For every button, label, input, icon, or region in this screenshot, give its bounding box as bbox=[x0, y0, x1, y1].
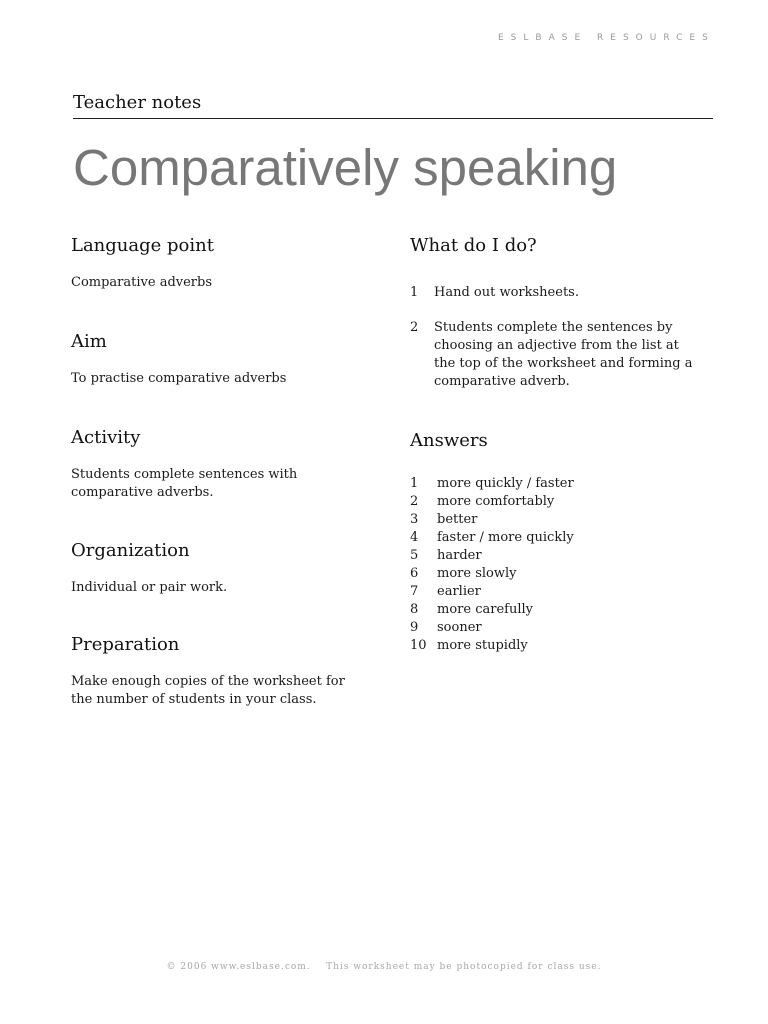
list-item bbox=[410, 493, 710, 511]
answer-number: 6 bbox=[410, 566, 419, 581]
section-answers bbox=[410, 427, 488, 455]
language-point-text: Comparative adverbs bbox=[71, 275, 213, 290]
section-what-do-i-do bbox=[410, 232, 710, 389]
list-item bbox=[410, 284, 710, 302]
step-number: 2 bbox=[410, 320, 419, 335]
answer-text: more stupidly bbox=[437, 638, 528, 653]
answer-number: 8 bbox=[410, 602, 419, 617]
activity-heading: Activity bbox=[71, 427, 141, 448]
section-activity bbox=[71, 424, 391, 537]
answer-text: more carefully bbox=[437, 602, 533, 617]
left-column bbox=[71, 232, 391, 723]
section-language-point bbox=[71, 232, 391, 328]
step-text: Students complete the sentences by choosing an adjective from the list at the top of the worksheet and forming a comparative adverb. bbox=[434, 320, 693, 389]
list-item bbox=[410, 637, 710, 655]
list-item bbox=[410, 583, 710, 601]
list-item bbox=[410, 319, 696, 391]
answer-text: more comfortably bbox=[437, 494, 555, 509]
answers-heading: Answers bbox=[410, 430, 488, 451]
answer-number: 2 bbox=[410, 494, 419, 509]
preparation-text: Make enough copies of the worksheet for the number of students in your class. bbox=[71, 674, 345, 707]
right-column bbox=[410, 232, 710, 653]
list-item bbox=[410, 565, 710, 583]
brand-header: ESLBASE RESOURCES bbox=[498, 33, 715, 43]
answers-list bbox=[410, 475, 710, 655]
aim-heading: Aim bbox=[71, 331, 107, 352]
answer-number: 7 bbox=[410, 584, 419, 599]
step-text: Hand out worksheets. bbox=[434, 285, 579, 300]
what-do-i-do-heading: What do I do? bbox=[410, 235, 537, 256]
section-organization bbox=[71, 537, 391, 631]
answer-text: faster / more quickly bbox=[437, 530, 574, 545]
step-number: 1 bbox=[410, 285, 419, 300]
answer-text: harder bbox=[437, 548, 482, 563]
answer-number: 3 bbox=[410, 512, 419, 527]
section-aim bbox=[71, 328, 391, 424]
answer-text: more quickly / faster bbox=[437, 476, 574, 491]
answer-text: better bbox=[437, 512, 478, 527]
answer-number: 4 bbox=[410, 530, 419, 545]
steps-list bbox=[410, 284, 710, 408]
answer-number: 9 bbox=[410, 620, 419, 635]
organization-heading: Organization bbox=[71, 540, 190, 561]
list-item bbox=[410, 547, 710, 565]
answer-text: sooner bbox=[437, 620, 482, 635]
list-item bbox=[410, 511, 710, 529]
language-point-heading: Language point bbox=[71, 235, 214, 256]
list-item bbox=[410, 475, 710, 493]
teacher-notes-label: Teacher notes bbox=[73, 92, 202, 113]
answer-text: earlier bbox=[437, 584, 481, 599]
preparation-heading: Preparation bbox=[71, 634, 180, 655]
header-divider bbox=[73, 118, 713, 119]
answer-number: 1 bbox=[410, 476, 419, 491]
answer-number: 10 bbox=[410, 638, 427, 653]
footer-copyright: © 2006 www.eslbase.com. This worksheet may be photocopied for class use. bbox=[166, 962, 602, 972]
list-item bbox=[410, 529, 710, 547]
aim-text: To practise comparative adverbs bbox=[71, 371, 287, 386]
organization-text: Individual or pair work. bbox=[71, 580, 228, 595]
answer-text: more slowly bbox=[437, 566, 517, 581]
list-item bbox=[410, 619, 710, 637]
page-title: Comparatively speaking bbox=[73, 139, 618, 196]
section-preparation bbox=[71, 631, 391, 723]
answer-number: 5 bbox=[410, 548, 419, 563]
activity-text: Students complete sentences with comparative adverbs. bbox=[71, 467, 298, 500]
list-item bbox=[410, 601, 710, 619]
